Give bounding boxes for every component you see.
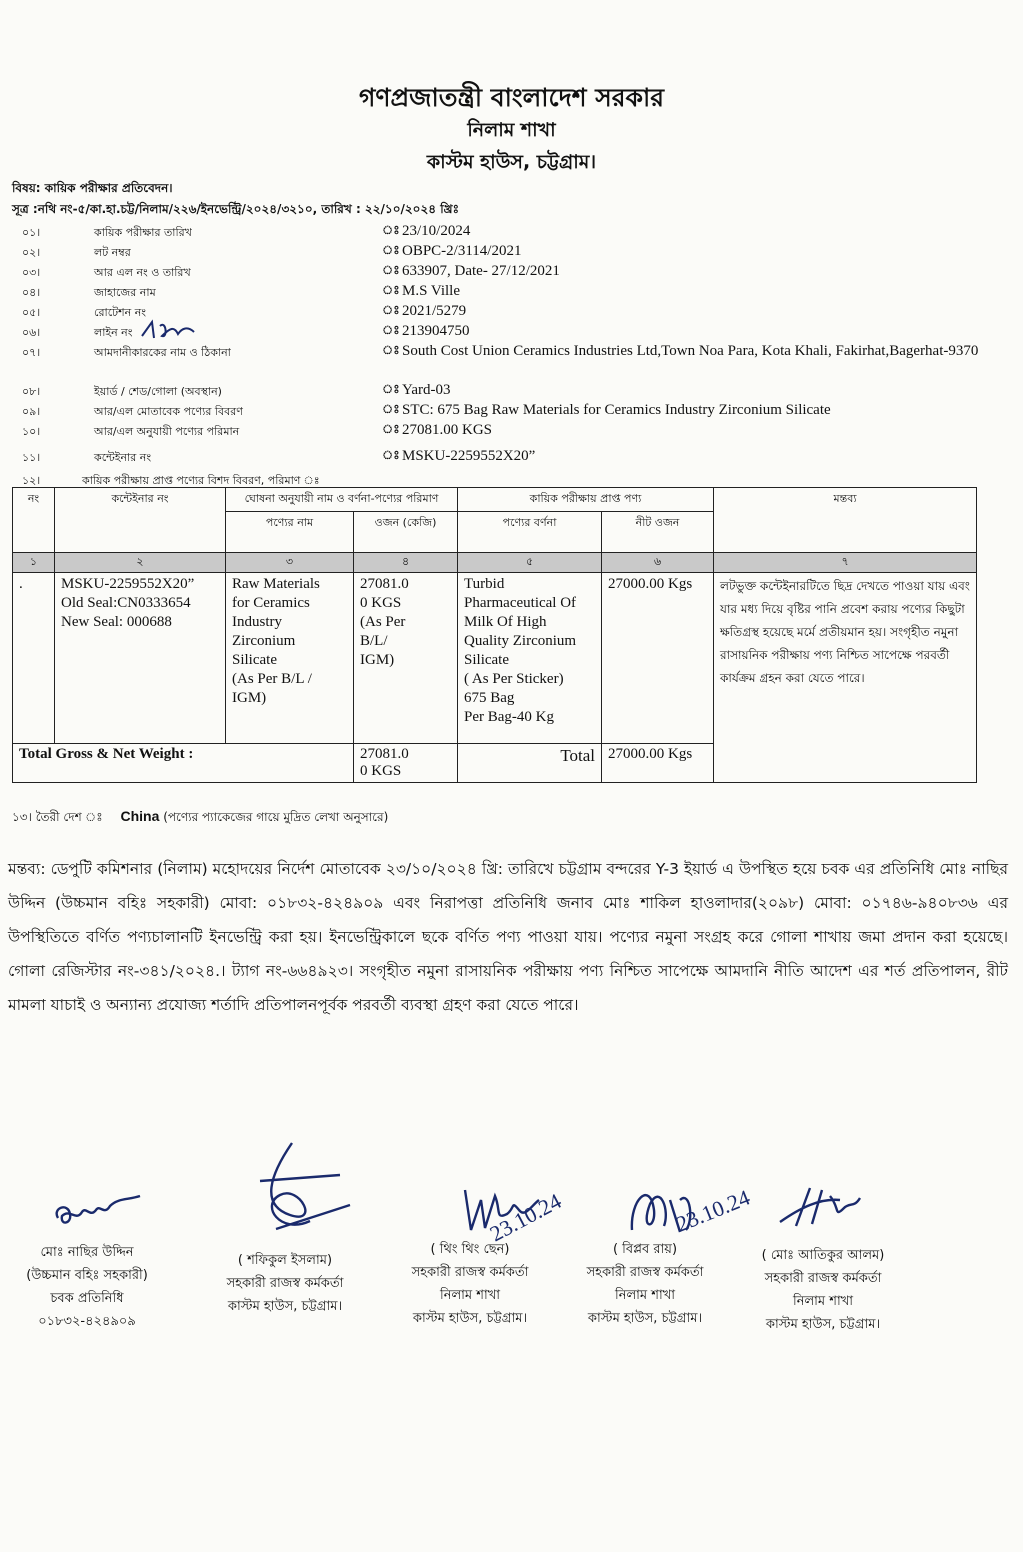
signature-mark [48, 1178, 158, 1238]
total-net-weight: 27000.00 Kgs [602, 744, 714, 783]
signatory-name: ( বিপ্লব রায়) [612, 1242, 678, 1257]
field-value: South Cost Union Ceramics Industries Ltd,Town Noa Para, Kota Khali, Fakirhat,Bagerhat-9370 [402, 343, 979, 359]
field-row [12, 401, 1012, 421]
signatory-block [560, 1238, 730, 1330]
table-row [13, 573, 977, 744]
field-colon: ঃ [382, 343, 400, 357]
subject-line: বিষয়: কায়িক পরীক্ষার প্রতিবেদন। [12, 181, 173, 195]
header-weight: ওজন (কেজি) [354, 512, 458, 553]
section-12-label: কায়িক পরীক্ষায় প্রাপ্ত পণ্যের বিশদ বিবরণ, পরিমাণ ঃ [82, 474, 320, 487]
field-row [12, 282, 1012, 302]
total-weight: 27081.0 0 KGS [354, 744, 458, 783]
column-index: ৬ [602, 553, 714, 573]
cell-no: . [13, 573, 55, 744]
signatory-title: সহকারী রাজস্ব কর্মকর্তা [226, 1276, 344, 1291]
header-product-name: পণ্যের নাম [226, 512, 354, 553]
cell-container: MSKU-2259552X20” Old Seal:CN0333654 New Seal: 000688 [55, 573, 226, 744]
field-colon: ঃ [382, 323, 400, 337]
signature-date: 23.10.24 [485, 1188, 566, 1247]
column-index: ৩ [226, 553, 354, 573]
signatory-name: ( শফিকুল ইসলাম) [237, 1253, 333, 1268]
field-label: ইয়ার্ড / শেড/গোলা (অবস্থান) [94, 385, 222, 398]
header-declared: ঘোষনা অনুযায়ী নাম ও বর্ণনা-পণ্যের পরিমাণ [226, 488, 458, 512]
field-number: ০৬। [22, 326, 41, 339]
field-number: ১০। [22, 425, 41, 438]
field-number: ০৫। [22, 306, 41, 319]
field-value: MSKU-2259552X20” [402, 448, 536, 464]
field-row [12, 447, 1012, 467]
cell-net-weight: 27000.00 Kgs [602, 573, 714, 744]
cell-weight: 27081.0 0 KGS (As Per B/L/ IGM) [354, 573, 458, 744]
field-colon: ঃ [382, 402, 400, 416]
field-value: 27081.00 KGS [402, 422, 493, 438]
field-label: আমদানীকারকের নাম ও ঠিকানা [94, 346, 231, 359]
field-label: আর/এল মোতাবেক পণ্যের বিবরণ [94, 405, 243, 418]
field-row [12, 222, 1012, 242]
header-no: নং [13, 488, 55, 553]
cell-remark: লটভুক্ত কন্টেইনারটিতে ছিদ্র দেখতে পাওয়া যায় এবং যার মধ্য দিয়ে বৃষ্টির পানি প্রবেশ করায় পণ্যের কিছুটা ক্ষতিগ্রস্থ হয়েছে মর্মে প্রতীয়মান হয়। সংগৃহীত নমুনা রাসায়নিক পরীক্ষায় পণ্য নিশ্চিত সাপেক্ষে পরবর্তী কার্যক্রম গ্রহন করা যেতে পারে। [714, 573, 977, 783]
header-found: কায়িক পরীক্ষায় প্রাপ্ত পণ্য [458, 488, 714, 512]
field-number: ১২। [22, 474, 41, 487]
signatory-office: ০১৮৩২-৪২৪৯০৯ [38, 1314, 136, 1329]
signatory-unit: চবক প্রতিনিধি [50, 1291, 124, 1306]
signature-mark [770, 1178, 880, 1238]
goods-table [12, 487, 977, 783]
signatory-unit: নিলাম শাখা [439, 1288, 501, 1303]
origin-country: China [120, 808, 160, 824]
field-row [12, 381, 1012, 401]
field-label: কায়িক পরীক্ষার তারিখ [94, 226, 192, 239]
signatory-unit: নিলাম শাখা [792, 1294, 854, 1309]
signatory-name: ( মোঃ আতিকুর আলম) [761, 1248, 885, 1263]
origin-note: (পণ্যের প্যাকেজের গায়ে মুদ্রিত লেখা অনুসারে) [163, 810, 389, 824]
signatory-block [738, 1244, 908, 1336]
field-number: ০১। [22, 226, 41, 239]
field-value: 23/10/2024 [402, 223, 471, 239]
field-number: ০৩। [22, 266, 41, 279]
total-word: Total [458, 744, 602, 783]
reference-line: সূত্র :নথি নং-৫/কা.হা.চট্ট/নিলাম/২২৬/ইনভেন্ট্রি/২০২৪/৩২১০, তারিখ : ২২/১০/২০২৪ খ্রিঃ [12, 202, 460, 216]
field-colon: ঃ [382, 263, 400, 277]
header-description: পণ্যের বর্ণনা [458, 512, 602, 553]
column-index: ৭ [714, 553, 977, 573]
field-label: রোটেশন নং [94, 306, 146, 319]
origin-line [12, 808, 388, 829]
government-title: গণপ্রজাতন্ত্রী বাংলাদেশ সরকার [359, 83, 664, 112]
signatory-name: মোঃ নাছির উদ্দিন [40, 1245, 134, 1260]
field-label: লট নম্বর [94, 246, 131, 259]
field-colon: ঃ [382, 422, 400, 436]
signature-date: 23.10.24 [672, 1184, 754, 1237]
line-number-scribble [138, 318, 198, 342]
field-row [12, 421, 1012, 441]
cell-description: Turbid Pharmaceutical Of Milk Of High Quality Zirconium Silicate ( As Per Sticker) 675 Bag Per Bag-40 Kg [458, 573, 602, 744]
signatory-block [2, 1241, 172, 1333]
field-colon: ঃ [382, 243, 400, 257]
signatory-unit: নিলাম শাখা [614, 1288, 676, 1303]
signatory-name: ( থিং থিং ছেন) [430, 1242, 510, 1257]
field-row [12, 242, 1012, 262]
header-remark: মন্তব্য [714, 488, 977, 553]
signatory-title: সহকারী রাজস্ব কর্মকর্তা [764, 1271, 882, 1286]
office-title: কাস্টম হাউস, চট্টগ্রাম। [426, 151, 597, 173]
signature-mark [230, 1135, 360, 1245]
column-index: ১ [13, 553, 55, 573]
field-colon: ঃ [382, 283, 400, 297]
signatory-office: কাস্টম হাউস, চট্টগ্রাম। [412, 1311, 528, 1326]
field-label: আর/এল অনুযায়ী পণ্যের পরিমান [94, 425, 240, 438]
origin-label: ১৩। তৈরী দেশ ঃ [12, 810, 103, 824]
header-net-weight: নীট ওজন [602, 512, 714, 553]
field-colon: ঃ [382, 223, 400, 237]
field-number: ১১। [22, 451, 41, 464]
field-label: আর এল নং ও তারিখ [94, 266, 191, 279]
column-index-row [13, 553, 977, 573]
field-row [12, 262, 1012, 282]
field-label: লাইন নং [94, 326, 133, 339]
field-colon: ঃ [382, 448, 400, 462]
signatory-unit: কাস্টম হাউস, চট্টগ্রাম। [227, 1299, 343, 1314]
total-label: Total Gross & Net Weight : [13, 744, 354, 783]
field-label: জাহাজের নাম [94, 286, 156, 299]
field-colon: ঃ [382, 303, 400, 317]
field-value: OBPC-2/3114/2021 [402, 243, 522, 259]
field-colon: ঃ [382, 382, 400, 396]
signatory-office: কাস্টম হাউস, চট্টগ্রাম। [765, 1317, 881, 1332]
signatory-title: সহকারী রাজস্ব কর্মকর্তা [586, 1265, 704, 1280]
field-value: 633907, Date- 27/12/2021 [402, 263, 560, 279]
field-value: 213904750 [402, 323, 470, 339]
comment-paragraph: মন্তব্য: ডেপুটি কমিশনার (নিলাম) মহোদয়ের নির্দেশ মোতাবেক ২৩/১০/২০২৪ খ্রি: তারিখে চট্টগ্রাম বন্দরের Y-3 ইয়ার্ড এ উপস্থিত হয়ে চবক এর প্রতিনিধি মোঃ নাছির উদ্দিন (উচ্চমান বহিঃ সহকারী) মোবা: ০১৮৩২-৪২৪৯০৯ এবং নিরাপত্তা প্রতিনিধি জনাব মোঃ শাকিল হাওলাদার(২০৯৮) মোবা: ০১৭৪৬-৯৪০৮৩৬ এর উপস্থিতিতে বর্ণিত পণ্যচালানটি ইনভেন্ট্রি করা হয়। ইনভেন্ট্রিকালে ছকে বর্ণিত পণ্য পাওয়া যায়। পণ্যের নমুনা সংগ্রহ করে গোলা শাখায় জমা প্রদান করা হয়েছে। গোলা রেজিস্টার নং-৩৪১/২০২৪.। ট্যাগ নং-৬৬৪৯২৩। সংগৃহীত নমুনা রাসায়নিক পরীক্ষায় পণ্য নিশ্চিত সাপেক্ষে আমদানি নীতি আদেশ এর শর্ত প্রতিপালন, রীট মামলা যাচাই ও অন্যান্য প্রযোজ্য শর্তাদি প্রতিপালনপূর্বক পরবর্তী ব্যবস্থা গ্রহণ করা যেতে পারে। [8, 860, 1008, 1014]
cell-product-name: Raw Materials for Ceramics Industry Zirconium Silicate (As Per B/L / IGM) [226, 573, 354, 744]
field-value: M.S Ville [402, 283, 461, 299]
header-container: কন্টেইনার নং [55, 488, 226, 553]
field-number: ০৪। [22, 286, 41, 299]
field-value: STC: 675 Bag Raw Materials for Ceramics Industry Zirconium Silicate [402, 402, 831, 418]
signatory-block [385, 1238, 555, 1330]
field-number: ০৯। [22, 405, 41, 418]
field-number: ০২। [22, 246, 41, 259]
field-number: ০৮। [22, 385, 41, 398]
branch-title: নিলাম শাখা [467, 119, 556, 141]
field-number: ০৭। [22, 346, 41, 359]
column-index: ৪ [354, 553, 458, 573]
signatory-title: (উচ্চমান বহিঃ সহকারী) [26, 1268, 148, 1283]
field-value: Yard-03 [402, 382, 451, 398]
column-index: ২ [55, 553, 226, 573]
field-row [12, 342, 1012, 382]
field-label: কন্টেইনার নং [94, 451, 152, 464]
signatory-block [200, 1249, 370, 1318]
column-index: ৫ [458, 553, 602, 573]
signatory-office: কাস্টম হাউস, চট্টগ্রাম। [587, 1311, 703, 1326]
signatory-title: সহকারী রাজস্ব কর্মকর্তা [411, 1265, 529, 1280]
field-value: 2021/5279 [402, 303, 467, 319]
